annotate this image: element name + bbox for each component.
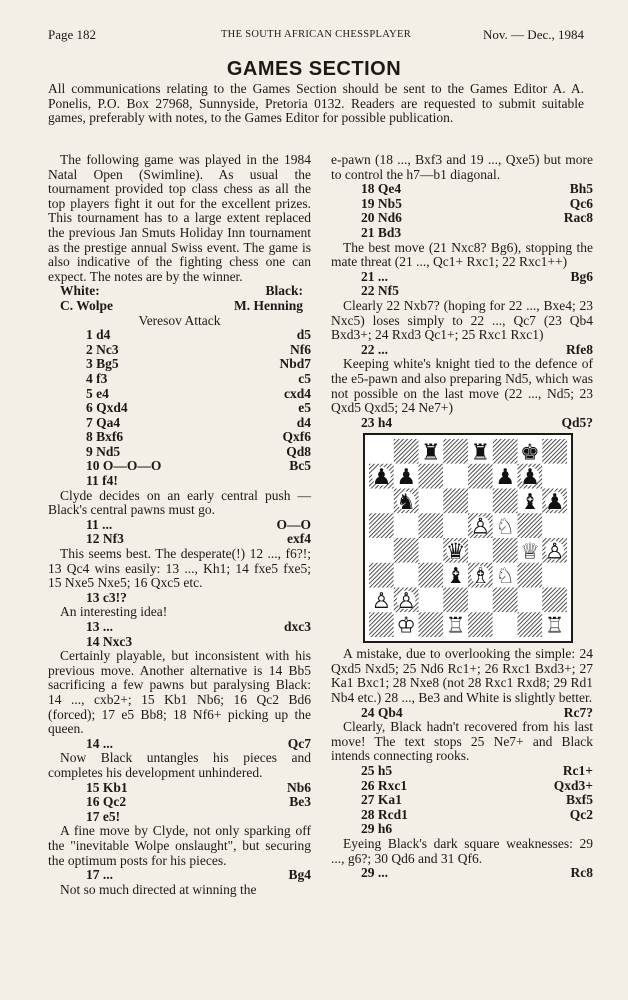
annotation: Certainly playable, but inconsistent with his previous move. Another alternative is 14 Bb5 sacrificing a few pawns but paralysing Black: 14 ..., cxb2+; 15 Kb1 Nb6; 16 Qc2 Bd6 (forced); 17 e5 Bb8; 18 Nf6+ picking up the queen. [48,648,311,737]
light-square [542,464,567,489]
move-row [331,779,593,794]
move-row [48,343,311,358]
move-list [48,518,311,547]
move-row [331,764,593,779]
dark-square [443,489,468,514]
black-move: Qc6 [569,195,593,211]
white-move: 8 Bxf6 [86,429,124,445]
black-move: Rfe8 [566,341,593,357]
move-row [48,591,311,606]
light-square [369,439,394,464]
issue-date: Nov. — Dec., 1984 [483,27,584,42]
black-move: Nbd7 [279,356,311,372]
light-square [518,588,543,613]
right-column [331,153,593,881]
move-row [331,706,593,721]
dark-square [468,464,493,489]
white-move: 6 Qxd4 [86,400,128,416]
white-move: 2 Nc3 [86,341,119,357]
black-pawn-icon: ♟ [544,490,565,516]
black-move: Rc1+ [562,763,593,779]
black-move: Nf6 [290,341,311,357]
white-move: 22 Nf5 [361,283,399,299]
white-move: 28 Rcd1 [361,806,408,822]
annotation: An interesting idea! [60,604,168,620]
move-row [331,197,593,212]
move-row [48,430,311,445]
annotation: Keeping white's knight tied to the defence of the e5-pawn and also preparing Nd5, which was not possible on the last move (22 ..., Nd5; 23 Qxd5 Qxd5; 24 Ne7+) [331,356,593,416]
light-square [468,489,493,514]
white-rook-icon: ♖ [445,613,466,638]
white-move: 11 f4! [86,473,118,489]
opening-name: Veresov Attack [138,312,221,328]
dark-square [493,489,518,514]
chess-diagram [363,433,573,643]
black-move: Rc7? [563,704,593,720]
move-list [48,781,311,825]
game-intro: The following game was played in the 1984 Natal Open (Swimline). As usual the tournament provided top class chess as all the top players fight it out for the excellent prizes. This tournament has to a large extent replaced the previous Jan Smuts Holiday Inn tournament as the prestige annual Swiss event. The game is also indicative of the fighting chess one can expect. The notes are by the winner. [48,152,311,284]
black-move: Bg6 [570,268,593,284]
light-square [493,613,518,638]
white-knight-icon: ♘ [495,514,515,540]
dark-square [369,514,394,539]
white-move: 5 e4 [86,385,109,401]
black-move: Qc7 [287,735,311,751]
black-pawn-icon: ♟ [495,465,515,491]
light-square [369,538,394,563]
running-header [48,27,584,47]
white-move: 21 ... [361,268,388,284]
dark-square [419,514,444,539]
light-square [419,588,444,613]
black-queen-icon: ♛ [445,539,466,565]
black-pawn-icon: ♟ [520,465,540,491]
black-move: O—O [276,516,311,532]
light-square [542,514,567,539]
move-row [331,270,593,285]
black-rook-icon: ♜ [421,440,441,466]
black-move: Rc8 [570,865,593,881]
move-row [48,635,311,650]
move-row [48,474,311,489]
move-list [48,620,311,649]
white-move: 7 Qa4 [86,414,121,430]
white-move: 14 ... [86,735,113,751]
black-move: Bxf5 [566,792,593,808]
player-names [48,299,311,314]
annotation: A fine move by Clyde, not only sparking off the "inevitable Wolpe onslaught", but securing the optimum posts for his pieces. [48,823,311,868]
move-row [331,793,593,808]
dark-square [419,613,444,638]
black-player: M. Henning [233,297,303,313]
annotation: Now Black untangles his pieces and completes his development unhindered. [48,750,311,780]
white-move: 13 c3!? [86,589,127,605]
intro-paragraph: All communications relating to the Games Section should be sent to the Games Editor A. A. Ponelis, P.O. Box 27968, Sunnyside, Pretoria 0132. Readers are requested to submit suitable games, preferably with notes, to the Games Editor for possible publication. [48,81,584,125]
white-move: 22 ... [361,341,388,357]
white-move: 20 Nd6 [361,210,402,226]
white-move: 3 Bg5 [86,356,119,372]
annotation: Eyeing Black's dark square weaknesses: 29 ..., g6?; 30 Qd6 and 31 Qf6. [331,836,593,866]
light-square [443,514,468,539]
black-move: dxc3 [284,619,311,634]
move-row [48,445,311,460]
black-move: d5 [296,327,311,343]
black-bishop-icon: ♝ [445,564,466,590]
move-row [331,866,593,881]
white-bishop-icon: ♗ [470,564,491,590]
black-move: Bh5 [569,181,593,197]
white-move: 18 Qe4 [361,181,402,197]
move-row [48,795,311,810]
move-row [48,781,311,796]
light-square [443,464,468,489]
dark-square [419,563,444,588]
black-move: Nb6 [286,779,311,795]
dark-square [493,439,518,464]
dark-square [493,538,518,563]
white-queen-icon: ♕ [520,539,540,565]
move-list [331,270,593,299]
light-square [542,563,567,588]
white-move: 4 f3 [86,370,108,386]
black-move: Qd5? [561,414,593,430]
move-row [331,416,593,431]
light-square [419,489,444,514]
black-bishop-icon: ♝ [520,490,540,516]
dark-square [369,563,394,588]
black-king-icon: ♚ [520,440,540,466]
annotation: The best move (21 Nxc8? Bg6), stopping the mate threat (21 ..., Qc1+ Rxc1; 22 Rxc1++) [331,239,593,270]
white-move: 13 ... [86,619,113,634]
left-column [48,153,311,897]
black-move: Qxd3+ [553,777,593,793]
dark-square [542,588,567,613]
move-list [331,764,593,837]
dark-square [493,588,518,613]
white-knight-icon: ♘ [495,564,515,590]
white-move: 21 Bd3 [361,224,402,240]
move-row [331,808,593,823]
move-row [48,737,311,752]
dark-square [468,613,493,638]
white-pawn-icon: ♙ [470,514,491,540]
move-row [331,182,593,197]
annotation: A mistake, due to overlooking the simple: 24 Qxd5 Nxd5; 25 Nd6 Rc1+; 26 Rxc1 Bxd3+; 27 Ka1 Bxc1; 28 Nxe8 (not 28 Rxc1 Rxd8; 29 Rd1 Nb4 etc.) 28 ..., Be3 and White is slightly better. [331,646,593,706]
move-row [48,328,311,343]
move-row [48,620,311,635]
annotation: This seems best. The desperate(!) 12 ..., f6?!; 13 Qc4 wins easily: 13 ..., Kh1; 14 fxe5 fxe5; 15 Nxe5 Nxe5; 16 Qxc5 etc. [48,546,311,591]
white-move: 1 d4 [86,327,111,343]
dark-square [369,613,394,638]
dark-square [419,464,444,489]
move-row [48,387,311,402]
white-move: 27 Ka1 [361,792,402,808]
white-move: 29 h6 [361,821,393,837]
move-row [331,211,593,226]
page-number: Page 182 [48,27,97,42]
move-list [48,328,311,489]
dark-square [443,588,468,613]
black-knight-icon: ♞ [396,490,416,516]
dark-square [542,439,567,464]
dark-square [443,439,468,464]
black-move: exf4 [287,531,311,547]
white-move: 9 Nd5 [86,443,121,459]
black-pawn-icon: ♟ [371,465,392,491]
light-square [419,538,444,563]
dark-square [518,514,543,539]
white-move: 29 ... [361,865,388,881]
black-move: Qxf6 [282,429,311,445]
move-row [48,532,311,547]
black-move: d4 [296,414,311,430]
move-list [331,182,593,240]
move-row [48,401,311,416]
move-row [48,357,311,372]
white-pawn-icon: ♙ [371,589,392,615]
white-pawn-icon: ♙ [544,539,565,565]
magazine-name: THE SOUTH AFRICAN CHESSPLAYER [220,29,412,40]
white-move: 10 O—O—O [86,458,162,474]
white-move: 19 Nb5 [361,195,402,211]
white-move: 12 Nf3 [86,531,124,547]
black-move: cxd4 [284,385,311,401]
dark-square [394,538,419,563]
black-move: Be3 [289,794,311,810]
white-king-icon: ♔ [396,613,416,638]
black-pawn-icon: ♟ [396,465,416,491]
move-row [48,868,311,883]
black-move: Rac8 [563,210,593,226]
dark-square [518,613,543,638]
player-labels [48,284,311,299]
dark-square [394,439,419,464]
light-square [394,514,419,539]
annotation: e-pawn (18 ..., Bxf3 and 19 ..., Qxe5) but more to control the h7—b1 diagonal. [331,152,593,182]
move-row [48,416,311,431]
move-row [48,459,311,474]
move-row [48,810,311,825]
white-move: 26 Rxc1 [361,777,408,793]
page-title: GAMES SECTION [226,58,402,80]
move-row [48,518,311,533]
move-row [331,822,593,837]
light-square [394,563,419,588]
move-row [331,343,593,358]
white-label: White: [60,283,100,299]
chess-board [369,439,567,637]
white-move: 15 Kb1 [86,779,128,795]
white-rook-icon: ♖ [544,613,565,638]
white-move: 14 Nxc3 [86,633,133,649]
black-move: Bg4 [288,867,311,883]
white-move: 23 h4 [361,414,393,430]
white-move: 25 h5 [361,763,393,779]
white-pawn-icon: ♙ [396,589,416,615]
move-row [48,372,311,387]
move-row [331,284,593,299]
white-move: 16 Qc2 [86,794,127,810]
move-row [331,226,593,241]
white-move: 17 e5! [86,808,121,824]
black-move: c5 [298,370,311,386]
annotation: Not so much directed at winning the [60,881,257,897]
light-square [468,538,493,563]
black-move: Qd8 [286,443,311,459]
black-move: Qc2 [569,806,593,822]
black-move: e5 [298,400,311,416]
white-move: 11 ... [86,516,113,532]
white-player: C. Wolpe [60,297,114,313]
light-square [468,588,493,613]
black-label: Black: [265,283,303,299]
black-move: Bc5 [289,458,311,474]
black-rook-icon: ♜ [470,440,491,466]
annotation: Clearly, Black hadn't recovered from his last move! The text stops 25 Ne7+ and Black intends connecting rooks. [331,719,593,764]
annotation: Clearly 22 Nxb7? (hoping for 22 ..., Bxe4; 23 Nxc5) loses simply to 22 ..., Qc7 (23 Qb4 Bxd3+; 24 Rxd3 Qc1+; 25 Rxc1 Rxc1) [331,297,593,343]
annotation: Clyde decides on an early central push — Black's central pawns must go. [48,487,311,518]
dark-square [518,563,543,588]
white-move: 24 Qb4 [361,704,403,720]
light-square [369,489,394,514]
white-move: 17 ... [86,867,113,883]
